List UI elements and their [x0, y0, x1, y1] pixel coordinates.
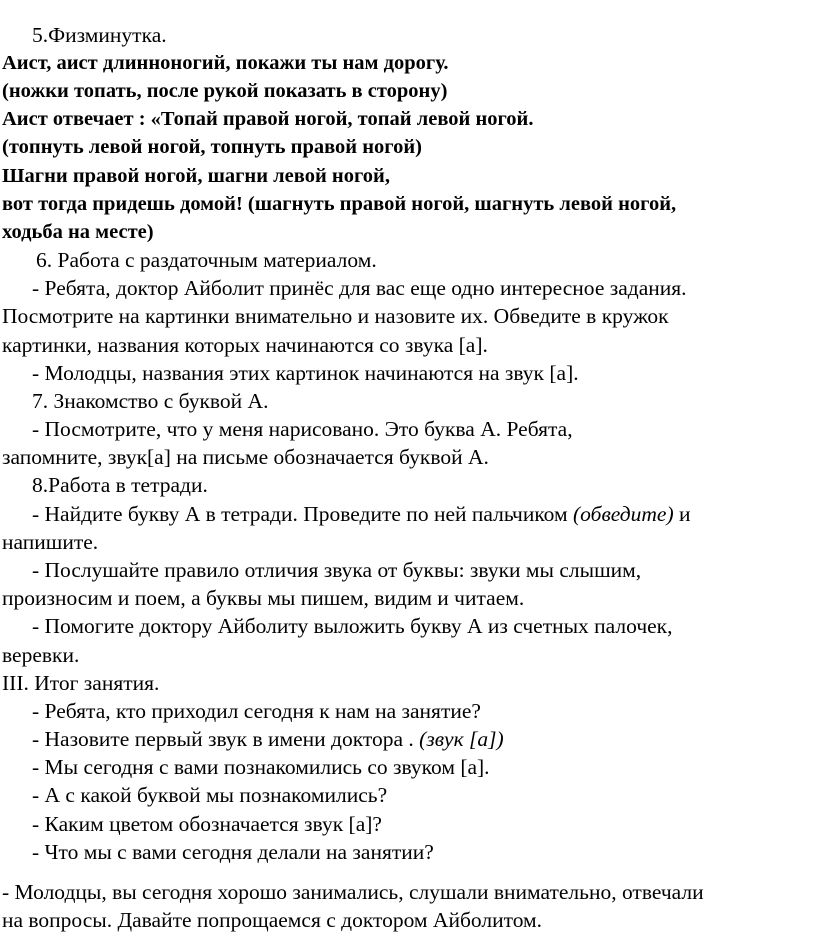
paragraph-line	[32, 725, 504, 753]
paragraph-line: на вопросы. Давайте попрощаемся с доктором Айболитом.	[2, 908, 543, 932]
paragraph-line: - Мы сегодня с вами познакомились со звуком [а].	[32, 755, 490, 779]
paragraph-line: запомните, звук[а] на письме обозначается буквой А.	[2, 445, 489, 469]
paragraph-line: - Молодцы, вы сегодня хорошо занимались, слушали внимательно, отвечали	[2, 880, 704, 904]
paragraph-line: веревки.	[2, 643, 80, 667]
paragraph-line: - Ребята, доктор Айболит принёс для вас еще одно интересное задания.	[32, 276, 687, 300]
heading-fizminutka: 5.Физминутка.	[32, 23, 167, 47]
heading-notebook-work: 8.Работа в тетради.	[32, 473, 208, 497]
poem-line: вот тогда придешь домой! (шагнуть правой ногой, шагнуть левой ногой,	[2, 193, 677, 215]
heading-letter-a: 7. Знакомство с буквой А.	[32, 389, 269, 413]
text-segment: - Назовите первый звук в имени доктора .	[32, 727, 420, 751]
paragraph-line: - Посмотрите, что у меня нарисовано. Это буква А. Ребята,	[32, 417, 573, 441]
paragraph-line: - Послушайте правило отличия звука от буквы: звуки мы слышим,	[32, 558, 642, 582]
heading-lesson-summary: III. Итог занятия.	[2, 671, 160, 695]
poem-line: Аист отвечает : «Топай правой ногой, топай левой ногой.	[2, 108, 534, 130]
paragraph-line: - Что мы с вами сегодня делали на занятии?	[32, 840, 434, 864]
paragraph-line	[32, 500, 691, 528]
poem-line: (ножки топать, после рукой показать в сторону)	[2, 80, 448, 102]
text-segment: и	[673, 502, 691, 526]
paragraph-line: Посмотрите на картинки внимательно и назовите их. Обведите в кружок	[2, 304, 669, 328]
paragraph-line: произносим и поем, а буквы мы пишем, видим и читаем.	[2, 586, 525, 610]
paragraph-line: напишите.	[2, 530, 99, 554]
italic-note: (звук [а])	[419, 727, 504, 751]
italic-note: (обведите)	[573, 502, 674, 526]
poem-line: (топнуть левой ногой, топнуть правой ногой)	[2, 136, 422, 158]
paragraph-line: картинки, названия которых начинаются со звука [а].	[2, 333, 488, 357]
poem-line: Шагни правой ногой, шагни левой ногой,	[2, 165, 390, 187]
poem-line: Аист, аист длинноногий, покажи ты нам дорогу.	[2, 52, 449, 74]
paragraph-line: - Помогите доктору Айболиту выложить букву А из счетных палочек,	[32, 614, 673, 638]
paragraph-line: - Ребята, кто приходил сегодня к нам на занятие?	[32, 699, 481, 723]
text-segment: - Найдите букву А в тетради. Проведите по ней пальчиком	[32, 502, 573, 526]
paragraph-line: - Молодцы, названия этих картинок начинаются на звук [а].	[32, 361, 579, 385]
paragraph-line: - А с какой буквой мы познакомились?	[32, 783, 388, 807]
poem-line: ходьба на месте)	[2, 221, 154, 243]
heading-handout-work: 6. Работа с раздаточным материалом.	[36, 248, 377, 272]
paragraph-line: - Каким цветом обозначается звук [а]?	[32, 812, 382, 836]
